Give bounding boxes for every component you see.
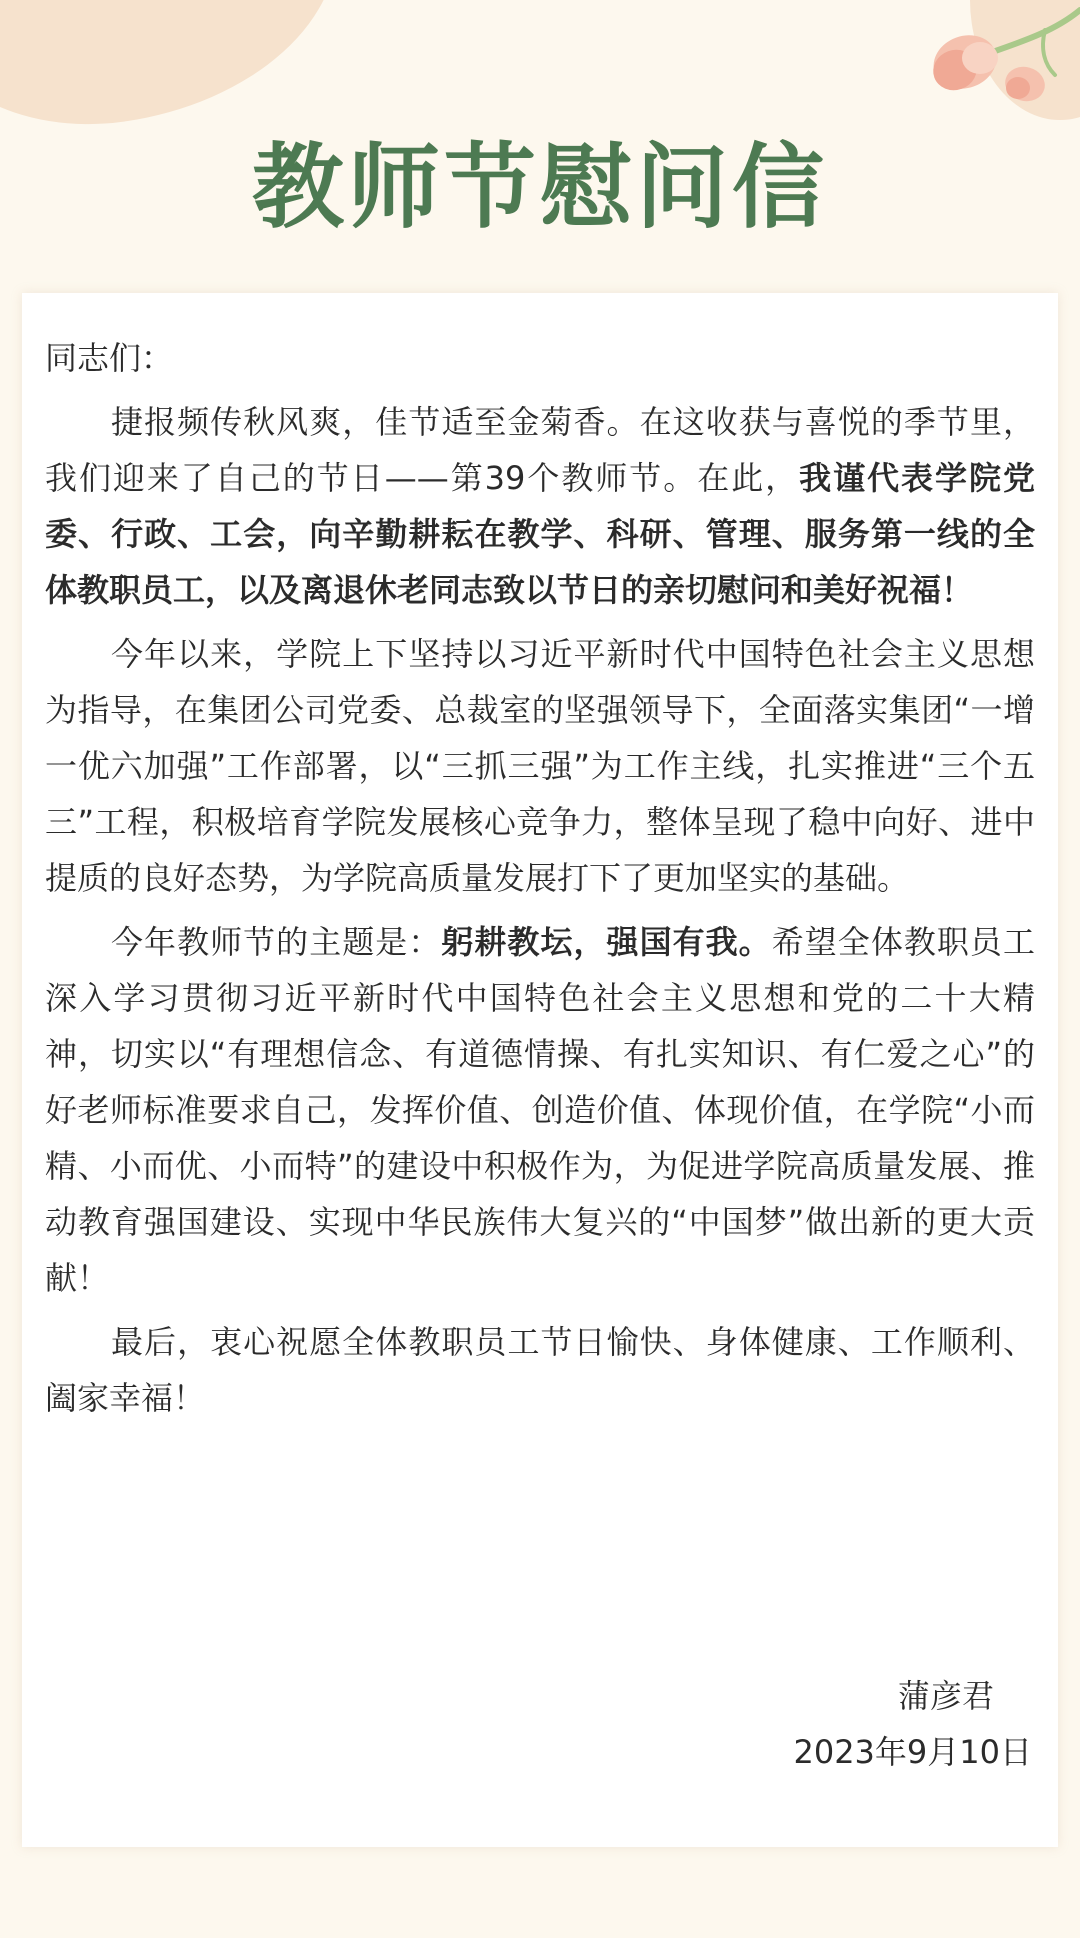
paragraph-1-highlight: 我谨代表学院党委、行政、工会，向辛勤耕耘在教学、科研、管理、服务第一线的全体教职员工，以及离退休老同志致以节日的亲切慰问和美好祝福！ [45,459,1035,609]
signature-name: 蒲彦君 [897,1677,994,1715]
signature-block [793,1668,1032,1780]
paragraph-3 [45,914,1035,1306]
greeting: 同志们： [45,339,174,377]
letter-title: 教师节慰问信 [251,134,828,241]
letter-body [45,330,1035,1434]
decorative-blob-left [0,0,358,149]
paragraph-1 [45,394,1035,618]
paragraph-3-lead: 今年教师节的主题是： [111,923,442,961]
paragraph-2: 今年以来，学院上下坚持以习近平新时代中国特色社会主义思想为指导，在集团公司党委、总裁室的坚强领导下，全面落实集团“一增一优六加强”工作部署，以“三抓三强”为工作主线，扎实推进“三个五三”工程，积极培育学院发展核心竞争力，整体呈现了稳中向好、进中提质的良好态势，为学院高质量发展打下了更加坚实的基础。 [45,635,1035,897]
tulip-flowers-icon [910,0,1080,120]
paragraph-3-theme: 躬耕教坛，强国有我。 [441,923,772,961]
paragraph-1-text: 捷报频传秋风爽，佳节适至金菊香。在这收获与喜悦的季节里，我们迎来了自己的节日——第39个教师节。在此， [45,403,1035,497]
signature-date: 2023年9月10日 [793,1733,1032,1771]
paragraph-3-text: 希望全体教职员工深入学习贯彻习近平新时代中国特色社会主义思想和党的二十大精神，切实以“有理想信念、有道德情操、有扎实知识、有仁爱之心”的好老师标准要求自己，发挥价值、创造价值、体现价值，在学院“小而精、小而优、小而特”的建设中积极作为，为促进学院高质量发展、推动教育强国建设、实现中华民族伟大复兴的“中国梦”做出新的更大贡献！ [45,923,1035,1297]
paragraph-4: 最后，衷心祝愿全体教职员工节日愉快、身体健康、工作顺利、阖家幸福！ [45,1323,1035,1417]
